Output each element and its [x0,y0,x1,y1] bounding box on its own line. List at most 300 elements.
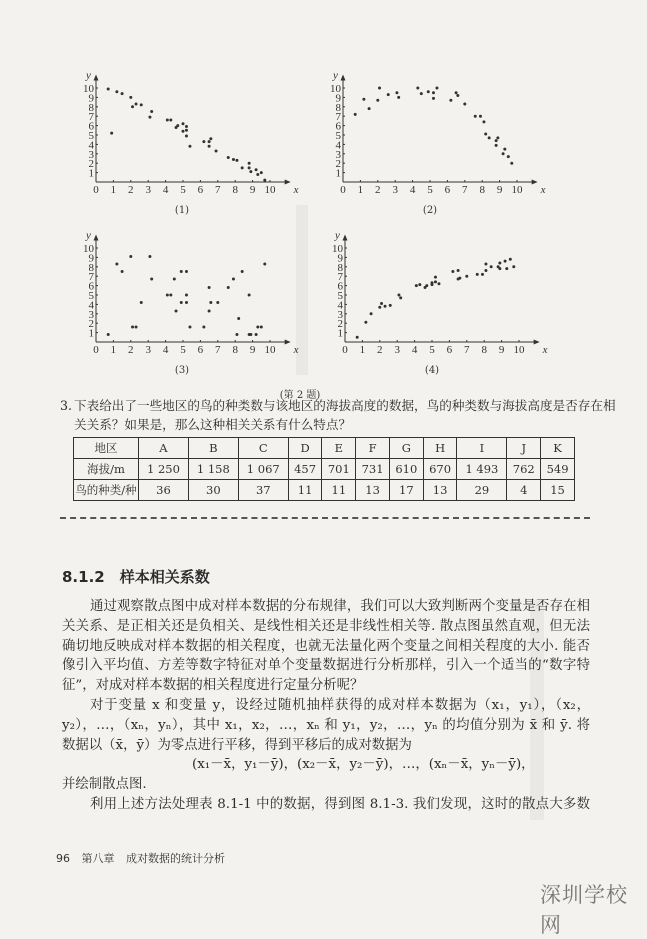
y-axis-label: y [86,229,91,242]
data-point [263,179,266,182]
data-point [449,99,452,102]
data-point [503,148,506,151]
y-tick-label: 5 [337,290,343,302]
x-axis-label: x [542,344,548,356]
data-point [504,260,507,263]
data-point [384,305,387,308]
table-cell: 13 [423,480,457,501]
data-point [202,140,205,143]
x-tick-label: 7 [462,184,468,196]
data-point [216,301,219,304]
data-point [115,90,118,93]
x-tick-label: 0 [342,344,348,356]
x-axis-arrow [532,180,538,185]
paragraph-line: 征”，对成对样本数据的相关程度进行定量分析呢？ [62,678,364,694]
table-cell: 457 [288,459,322,480]
data-point [481,273,484,276]
table-cell: 11 [288,480,322,501]
data-point [235,333,238,336]
paragraph-line: 像引入平均值、方差等数字特征对单个变量数据进行分析那样，引入一个适当的“数字特 [62,658,590,674]
x-tick-label: 9 [249,344,256,356]
data-point [495,139,498,142]
y-tick-label: 9 [337,252,343,265]
x-tick-label: 5 [429,344,435,356]
plot-caption-4: (4) [424,365,440,376]
data-point [148,116,151,119]
table-row [74,459,575,480]
data-point [432,97,435,100]
data-point [185,294,188,297]
data-point [512,265,515,268]
data-point [496,136,499,139]
data-point [140,301,143,304]
y-tick-label: 3 [335,148,341,161]
data-point [437,282,440,285]
x-tick-label: 3 [394,344,400,356]
data-point [260,325,263,328]
y-tick-label: 3 [88,148,94,161]
x-tick-label: 2 [377,344,383,356]
data-point [420,92,423,95]
data-point [415,284,418,287]
x-tick-label: 0 [340,184,346,196]
data-point [260,171,263,174]
data-point [395,91,398,94]
paragraph-line: 并绘制散点图. [62,777,147,793]
table-cell: 13 [356,480,390,501]
y-tick-label: 10 [83,83,94,95]
data-point [150,278,153,281]
data-point [476,273,479,276]
table-cell: K [541,438,575,459]
data-point [434,280,437,283]
data-point [248,166,251,169]
data-point [140,103,143,106]
data-point [495,144,498,147]
y-axis-arrow [94,235,99,241]
y-axis-arrow [94,75,99,81]
data-point [399,296,402,299]
x-tick-label: 6 [444,184,451,196]
table-cell: 37 [238,480,288,501]
data-point [451,270,454,273]
data-point [364,321,367,324]
y-tick-label: 6 [88,120,94,133]
y-tick-label: 10 [330,83,341,95]
y-tick-label: 3 [337,308,343,321]
data-point [215,149,218,152]
x-tick-label: 5 [427,184,433,196]
table-cell: B [188,438,238,459]
data-point [484,133,487,136]
y-tick-label: 5 [88,130,94,142]
data-point [263,262,266,265]
data-point [209,301,212,304]
row-label: 地区 [74,438,139,459]
data-point [232,158,235,161]
x-tick-label: 6 [197,184,204,196]
bird-altitude-table [73,437,575,501]
data-point [387,93,390,96]
plot-caption-3: (3) [174,365,190,376]
table-cell: 30 [188,480,238,501]
y-axis-arrow [341,75,346,81]
table-cell: 1 158 [188,459,238,480]
y-tick-label: 10 [83,243,94,255]
data-point [502,152,505,155]
y-tick-label: 4 [88,139,94,152]
x-axis-arrow [534,340,540,345]
x-tick-label: 2 [128,184,134,196]
table-cell: G [389,438,423,459]
data-point [509,258,512,261]
x-axis-label: x [293,344,299,356]
x-tick-label: 3 [145,184,151,196]
x-tick-label: 2 [128,344,134,356]
table-cell: A [139,438,189,459]
data-point [232,278,235,281]
y-tick-label: 2 [88,158,94,171]
data-point [121,92,124,95]
plot-caption-2: (2) [422,205,438,216]
scatter-plot-4 [329,227,548,362]
y-tick-label: 6 [335,120,341,133]
data-point [248,162,251,165]
y-tick-label: 2 [337,318,343,331]
data-point [166,118,169,121]
data-point [479,115,482,118]
data-point [131,325,134,328]
y-tick-label: 1 [337,327,343,340]
data-point [107,333,110,336]
data-point [121,270,124,273]
y-axis-arrow [343,235,348,241]
x-tick-label: 4 [411,344,418,356]
y-tick-label: 8 [88,101,94,114]
x-tick-label: 8 [481,344,487,356]
x-tick-label: 7 [215,344,221,356]
y-tick-label: 9 [335,92,341,105]
table-header-row [74,438,575,459]
data-point [463,102,466,105]
data-point [457,269,460,272]
data-point [241,166,244,169]
y-tick-label: 5 [335,130,341,142]
data-point [182,130,185,133]
y-tick-label: 4 [335,139,341,152]
data-point [397,96,400,99]
y-axis-label: y [333,69,338,82]
data-point [378,87,381,90]
x-tick-label: 5 [180,184,186,196]
y-tick-label: 7 [335,111,341,124]
data-point [185,270,188,273]
y-tick-label: 7 [337,271,343,284]
data-point [188,325,191,328]
x-tick-label: 10 [511,184,523,196]
x-tick-label: 4 [162,344,169,356]
y-tick-label: 2 [335,158,341,171]
y-tick-label: 2 [88,318,94,331]
x-tick-label: 8 [479,184,485,196]
data-point [416,87,419,90]
x-tick-label: 0 [93,184,99,196]
data-point [176,124,179,127]
data-point [150,110,153,113]
data-point [131,105,134,108]
data-point [209,137,212,140]
page-footer [56,850,233,866]
x-tick-label: 5 [180,344,186,356]
data-point [498,262,501,265]
y-tick-label: 7 [88,271,94,284]
row-label: 鸟的种类/种 [74,480,139,501]
data-point [458,277,461,280]
data-point [115,262,118,265]
data-point [488,136,491,139]
data-point [227,286,230,289]
data-point [397,294,400,297]
paragraph-line: (x₁－x̄，y₁－ȳ)，(x₂－x̄，y₂－ȳ)，…，(xₙ－x̄，yₙ－ȳ)， [192,757,535,773]
x-tick-label: 7 [215,184,221,196]
data-point [456,94,459,97]
data-point [135,325,138,328]
data-point [169,294,172,297]
x-tick-label: 4 [162,184,169,196]
table-cell: 1 067 [238,459,288,480]
y-tick-label: 3 [88,308,94,321]
x-tick-label: 10 [264,184,276,196]
x-tick-label: 10 [513,344,525,356]
table-cell: 762 [507,459,541,480]
scatter-plot-3 [80,227,299,362]
data-point [208,140,211,143]
question-text-line-2: 关关系？如果是，那么这种相关关系有什么特点？ [74,417,352,432]
figure-caption: (第 2 题) [279,390,321,401]
y-tick-label: 4 [88,299,94,312]
data-point [376,99,379,102]
data-point [418,283,421,286]
table-cell: 731 [356,459,390,480]
chapter-title: 成对数据的统计分析 [126,852,225,865]
data-point [188,145,191,148]
data-point [432,91,435,94]
y-axis-label: y [86,69,91,82]
data-point [249,170,252,173]
paragraph-line: y₂），…，（xₙ，yₙ），其中 x₁，x₂，…，xₙ 和 y₁，y₂，…，yₙ 的均值分别为 x̄ 和 ȳ. 将 [62,717,590,733]
paragraph-line: 数据以（x̄，ȳ）为零点进行平移，得到平移后的成对数据为 [62,737,412,753]
y-tick-label: 9 [88,252,94,265]
data-point [173,278,176,281]
data-point [362,98,365,101]
data-point [378,306,381,309]
data-point [434,276,437,279]
data-point [208,286,211,289]
data-point [255,333,258,336]
data-point [427,90,430,93]
paragraph-line: 利用上述方法处理表 8.1-1 中的数据，得到图 8.1-3. 我们发现，这时的散点大多数 [90,797,590,812]
data-point [368,107,371,110]
data-point [498,267,501,270]
data-point [474,115,477,118]
x-tick-label: 3 [392,184,398,196]
table-cell: F [356,438,390,459]
data-point [490,265,493,268]
x-axis-label: x [293,184,299,196]
x-tick-label: 1 [357,184,364,196]
question-number: 3. [60,398,73,413]
data-point [370,312,373,315]
data-point [510,162,513,165]
table-cell: 11 [322,480,356,501]
data-point [235,159,238,162]
table-cell: 15 [541,480,575,501]
plot-caption-1: (1) [174,205,190,216]
data-point [107,87,110,90]
x-tick-label: 9 [249,184,256,196]
y-tick-label: 5 [88,290,94,302]
y-tick-label: 1 [88,327,94,340]
y-tick-label: 6 [88,280,94,293]
table-cell: 701 [322,459,356,480]
x-axis-label: x [540,184,546,196]
question-text-line-1: 下表给出了一些地区的鸟的种类数与该地区的海拔高度的数据，鸟的种类数与海拔高度是否存在相 [74,398,616,413]
table-cell: I [457,438,507,459]
data-point [435,87,438,90]
data-point [135,102,138,105]
data-point [431,281,434,284]
x-tick-label: 1 [110,344,117,356]
x-tick-label: 9 [498,344,505,356]
x-tick-label: 8 [232,344,238,356]
data-point [182,122,185,125]
table-cell: J [507,438,541,459]
x-axis-arrow [285,340,291,345]
section-divider [60,517,590,519]
row-label: 海拔/m [74,459,139,480]
data-point [202,325,205,328]
table-cell: 670 [423,459,457,480]
y-tick-label: 8 [335,101,341,114]
data-point [185,134,188,137]
x-tick-label: 6 [197,344,204,356]
y-tick-label: 9 [88,92,94,105]
data-point [241,270,244,273]
data-point [175,309,178,312]
x-tick-label: 8 [232,184,238,196]
table-cell: 549 [541,459,575,480]
data-point [505,267,508,270]
data-point [425,284,428,287]
data-point [185,125,188,128]
data-point [180,301,183,304]
scatter-plot-2 [327,67,546,202]
table-cell: D [288,438,322,459]
table-cell: C [238,438,288,459]
table-row [74,480,575,501]
y-tick-label: 7 [88,111,94,124]
data-point [255,168,258,171]
data-point [484,262,487,265]
table-cell: 1 493 [457,459,507,480]
data-point [237,317,240,320]
y-tick-label: 8 [337,261,343,274]
data-point [465,275,468,278]
paragraph-line: 关关系、是正相关还是负相关、是线性相关还是非线性相关等. 散点图虽然直观，但无法 [62,618,590,634]
data-point [248,294,251,297]
table-cell: 610 [389,459,423,480]
data-point [507,155,510,158]
data-point [356,336,359,339]
watermark: 深圳学校网 [540,883,628,937]
y-axis-label: y [335,229,340,242]
scatter-plot-1 [80,67,299,202]
data-point [208,145,211,148]
y-tick-label: 1 [335,167,341,180]
data-point [110,132,113,135]
table-cell: 4 [507,480,541,501]
data-point [354,113,357,116]
data-point [129,96,132,99]
x-tick-label: 1 [110,184,117,196]
data-point [256,325,259,328]
x-tick-label: 0 [93,344,99,356]
data-point [249,333,252,336]
data-point [129,255,132,258]
data-point [484,269,487,272]
table-cell: H [423,438,457,459]
y-tick-label: 1 [88,167,94,180]
data-point [380,302,383,305]
paragraph-line: 确切地反映成对样本数据的相关程度，也就无法量化两个变量之间相关程度的大小. 能否 [62,638,590,654]
x-tick-label: 7 [464,344,470,356]
data-point [455,91,458,94]
x-tick-label: 1 [359,344,366,356]
data-point [482,120,485,123]
x-tick-label: 6 [446,344,453,356]
x-axis-arrow [285,180,291,185]
table-cell: 17 [389,480,423,501]
y-tick-label: 8 [88,261,94,274]
x-tick-label: 9 [496,184,503,196]
data-point [389,304,392,307]
y-tick-label: 10 [332,243,343,255]
y-tick-label: 6 [337,280,343,293]
section-title: 8.1.2 样本相关系数 [62,568,210,586]
data-point [185,129,188,132]
page-number: 96 [56,852,70,865]
x-tick-label: 3 [145,344,151,356]
table-cell: E [322,438,356,459]
paragraph-line: 对于变量 x 和变量 y，设经过随机抽样获得的成对样本数据为（x₁，y₁），（x₂， [90,698,590,713]
data-point [208,309,211,312]
table-cell: 36 [139,480,189,501]
data-point [185,301,188,304]
data-point [227,156,230,159]
data-point [256,173,259,176]
data-point [166,294,169,297]
data-point [148,255,151,258]
x-tick-label: 10 [264,344,276,356]
data-point [180,270,183,273]
y-tick-label: 4 [337,299,343,312]
table-cell: 1 250 [139,459,189,480]
data-point [169,118,172,121]
chapter-label: 第八章 [81,852,115,865]
x-tick-label: 4 [409,184,416,196]
table-cell: 29 [457,480,507,501]
x-tick-label: 2 [375,184,381,196]
